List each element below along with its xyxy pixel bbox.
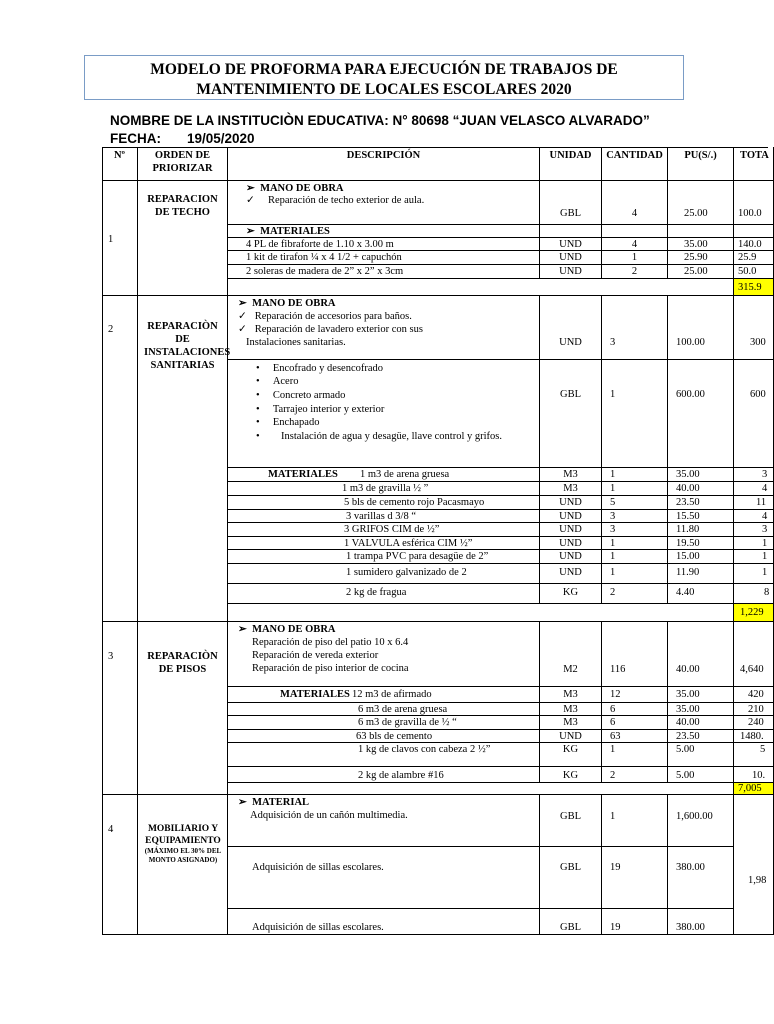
section-2-labor-unit: UND	[540, 296, 602, 360]
s2-row-desc: 1 trampa PVC para desagüe de 2”	[228, 550, 540, 564]
institution-label: NOMBRE DE LA INSTITUCIÒN EDUCATIVA: N° 80698 “JUAN VELASCO ALVARADO”	[110, 113, 650, 128]
section-3-name: REPARACIÒN DE PISOS	[138, 622, 228, 795]
s3-row-desc: 1 kg de clavos con cabeza 2 ½”	[228, 743, 540, 767]
s3-row-desc: 6 m3 de arena gruesa	[228, 703, 540, 716]
s1-row-unit: UND	[540, 265, 602, 279]
s1-row-desc: 2 soleras de madera de 2” x 2” x 3cm	[228, 265, 540, 279]
section-3-labor-item: Reparación de piso del patio 10 x 6.4	[252, 637, 409, 648]
section-1-subtotal-spacer	[228, 279, 734, 296]
s3-row-total: 210	[734, 703, 774, 716]
section-4-material-header: ➢ MATERIAL	[238, 797, 310, 808]
s4-row-qty: 1	[602, 795, 668, 847]
s1-row-unit: UND	[540, 251, 602, 265]
s3-row-qty: 6	[602, 703, 668, 716]
s1-row-total: 50.0	[734, 265, 774, 279]
s2-row-qty: 1	[602, 564, 668, 584]
s3-row-pu: 35.00	[668, 703, 734, 716]
s2-row-qty: 3	[602, 523, 668, 537]
s3-row-qty: 12	[602, 687, 668, 703]
s2-row-total: 1	[734, 537, 774, 550]
s2-row-qty: 2	[602, 584, 668, 604]
section-1-labor-item: ✓ Reparación de techo exterior de aula.	[246, 195, 425, 206]
s4-row-unit: GBL	[540, 909, 602, 935]
s2-row-pu: 11.80	[668, 523, 734, 537]
s2-row-total: 4	[734, 482, 774, 496]
bullet-item: • Concreto armado	[256, 390, 346, 401]
s4-row-pu: 380.00	[668, 909, 734, 935]
s2-row-desc: 3 GRIFOS CIM de ½”	[228, 523, 540, 537]
section-2-labor-total: 300	[734, 296, 774, 360]
s2-row-total: 3	[734, 523, 774, 537]
s2-row-unit: UND	[540, 510, 602, 523]
s3-row-desc-text: 12 m3 de afirmado	[352, 689, 432, 700]
s3-row-unit: UND	[540, 730, 602, 743]
s2-row-desc-text: 1 m3 de arena gruesa	[360, 469, 450, 480]
s2-row-pu: 23.50	[668, 496, 734, 510]
section-2-num-cell	[102, 296, 138, 622]
section-2-labor-qty: 3	[602, 296, 668, 360]
section-1-name: REPARACION DE TECHO	[138, 181, 228, 296]
s4-row-unit: GBL	[540, 795, 602, 847]
section-2-works-unit: GBL	[540, 360, 602, 468]
s3-row-qty: 6	[602, 716, 668, 730]
header-num: Nº	[102, 147, 138, 181]
s2-row-unit: UND	[540, 564, 602, 584]
header-total: TOTA	[734, 147, 774, 181]
s3-row-pu: 35.00	[668, 687, 734, 703]
s2-row-unit: UND	[540, 537, 602, 550]
s2-row-qty: 1	[602, 550, 668, 564]
header-unit-price: PU(S/.)	[668, 147, 734, 181]
s2-row-pu: 11.90	[668, 564, 734, 584]
section-1-num: 1	[108, 234, 114, 245]
empty-cell	[540, 225, 602, 238]
section-4-row-cell	[228, 795, 540, 847]
section-2-labor-pu: 100.00	[668, 296, 734, 360]
section-2-labor-item-1: ✓ Reparación de accesorios para baños.	[238, 311, 412, 322]
section-2-subtotal-spacer	[228, 604, 734, 622]
s2-row-total: 4	[734, 510, 774, 523]
s2-row-unit: UND	[540, 523, 602, 537]
s3-row-pu: 5.00	[668, 767, 734, 783]
s2-row-pu: 35.00	[668, 468, 734, 482]
s2-row-desc	[228, 468, 540, 482]
date-label: FECHA:	[110, 131, 161, 146]
s3-row-total: 5	[734, 743, 774, 767]
s2-row-desc: 5 bls de cemento rojo Pacasmayo	[228, 496, 540, 510]
section-4-note: (MÁXIMO EL 30% DEL MONTO ASIGNADO)	[144, 847, 222, 864]
s1-row-desc: 1 kit de tirafon ¼ x 4 1/2 + capuchón	[228, 251, 540, 265]
section-3-subtotal-spacer	[228, 783, 734, 795]
s3-row-desc: 2 kg de alambre #16	[228, 767, 540, 783]
bullet-item: • Acero	[256, 376, 299, 387]
section-2-name: REPARACIÒN DE INSTALACIONES SANITARIAS	[138, 296, 228, 622]
s3-row-unit: M3	[540, 716, 602, 730]
s2-row-pu: 4.40	[668, 584, 734, 604]
section-4-num-cell	[102, 795, 138, 935]
section-4-total: 1,98	[748, 875, 767, 886]
empty-cell	[734, 225, 774, 238]
section-3-subtotal: 7,005	[734, 783, 774, 795]
title-line-2: MANTENIMIENTO DE LOCALES ESCOLARES 2020	[196, 81, 572, 98]
s1-row-qty: 2	[602, 265, 668, 279]
section-3-num: 3	[108, 651, 114, 662]
s1-row-qty: 1	[602, 251, 668, 265]
section-1-labor-unit: GBL	[540, 181, 602, 225]
section-3-labor-item: Reparación de vereda exterior	[252, 650, 379, 661]
section-1-labor-qty: 4	[602, 181, 668, 225]
s4-row-desc: Adquisición de sillas escolares.	[228, 909, 540, 935]
s2-row-unit: M3	[540, 468, 602, 482]
section-3-labor-header: ➢ MANO DE OBRA	[238, 624, 336, 635]
s1-row-qty: 4	[602, 238, 668, 251]
s3-row-qty: 2	[602, 767, 668, 783]
s1-row-total: 140.0	[734, 238, 774, 251]
s2-row-qty: 1	[602, 482, 668, 496]
bullet-marker: •	[256, 431, 260, 442]
s4-row-unit: GBL	[540, 847, 602, 909]
section-2-works-qty: 1	[602, 360, 668, 468]
section-4-name: MOBILIARIO Y EQUIPAMIENTO	[145, 824, 221, 846]
empty-cell	[668, 225, 734, 238]
s3-row-unit: KG	[540, 743, 602, 767]
s2-row-total: 11	[734, 496, 774, 510]
s3-row-pu: 23.50	[668, 730, 734, 743]
s2-row-total: 1	[734, 550, 774, 564]
title-line-1: MODELO DE PROFORMA PARA EJECUCIÓN DE TRABAJOS DE	[150, 61, 618, 78]
s1-row-pu: 35.00	[668, 238, 734, 251]
s3-row-unit: KG	[540, 767, 602, 783]
header-description: DESCRIPCIÓN	[228, 147, 540, 181]
s4-row-qty: 19	[602, 847, 668, 909]
section-2-works-cell	[228, 360, 540, 468]
section-1-labor-total: 100.0	[734, 181, 774, 225]
s2-row-desc: 1 VALVULA esférica CIM ½”	[228, 537, 540, 550]
s2-row-desc: 2 kg de fragua	[228, 584, 540, 604]
section-3-labor-unit: M2	[540, 622, 602, 687]
section-4-total-cell	[734, 795, 774, 935]
section-3-labor-qty: 116	[602, 622, 668, 687]
bullet-item: Instalación de agua y desagüe, llave control y grifos.	[281, 431, 503, 442]
s2-row-desc: 3 varillas d 3/8 “	[228, 510, 540, 523]
section-2-works-total: 600	[734, 360, 774, 468]
section-3-materials-header: MATERIALES	[280, 689, 350, 700]
section-2-subtotal: 1,229	[734, 604, 774, 622]
section-2-labor-item-2b: Instalaciones sanitarias.	[246, 337, 346, 348]
s3-row-desc: 6 m3 de gravilla de ½ “	[228, 716, 540, 730]
bullet-item: • Tarrajeo interior y exterior	[256, 404, 385, 415]
s2-row-total: 1	[734, 564, 774, 584]
s3-row-desc	[228, 687, 540, 703]
section-3-labor-cell	[228, 622, 540, 687]
section-1-num-cell	[102, 181, 138, 296]
s2-row-total: 8	[734, 584, 774, 604]
section-4-name-cell	[138, 795, 228, 935]
section-3-labor-item: Reparación de piso interior de cocina	[252, 663, 409, 674]
s2-row-unit: M3	[540, 482, 602, 496]
s3-row-pu: 5.00	[668, 743, 734, 767]
section-3-labor-pu: 40.00	[668, 622, 734, 687]
s3-row-unit: M3	[540, 687, 602, 703]
s2-row-pu: 15.50	[668, 510, 734, 523]
s2-row-desc: 1 m3 de gravilla ½ ”	[228, 482, 540, 496]
empty-cell	[602, 225, 668, 238]
bullet-item: • Encofrado y desencofrado	[256, 363, 384, 374]
s1-row-pu: 25.90	[668, 251, 734, 265]
s3-row-qty: 1	[602, 743, 668, 767]
section-1-labor-pu: 25.00	[668, 181, 734, 225]
section-2-labor-item-2: ✓ Reparación de lavadero exterior con sus	[238, 324, 423, 335]
s3-row-total: 420	[734, 687, 774, 703]
date-value: 19/05/2020	[187, 131, 255, 146]
s2-row-unit: UND	[540, 496, 602, 510]
s4-row-qty: 19	[602, 909, 668, 935]
s2-row-pu: 40.00	[668, 482, 734, 496]
section-2-labor-header: ➢ MANO DE OBRA	[238, 298, 336, 309]
header-quantity: CANTIDAD	[602, 147, 668, 181]
s1-row-total: 25.9	[734, 251, 774, 265]
section-1-labor-header: ➢ MANO DE OBRA	[246, 183, 344, 194]
section-2-works-pu: 600.00	[668, 360, 734, 468]
header-order: ORDEN DE PRIORIZAR	[138, 147, 228, 181]
s2-row-qty: 3	[602, 510, 668, 523]
document-title	[84, 55, 684, 100]
s2-row-unit: UND	[540, 550, 602, 564]
s3-row-total: 1480.	[734, 730, 774, 743]
header-unit: UNIDAD	[540, 147, 602, 181]
s2-row-pu: 19.50	[668, 537, 734, 550]
s1-row-pu: 25.00	[668, 265, 734, 279]
section-1-materials-cell	[228, 225, 540, 238]
s4-row-pu: 380.00	[668, 847, 734, 909]
section-3-num-cell	[102, 622, 138, 795]
s3-row-unit: M3	[540, 703, 602, 716]
s3-row-total: 240	[734, 716, 774, 730]
s3-row-desc: 63 bls de cemento	[228, 730, 540, 743]
s3-row-qty: 63	[602, 730, 668, 743]
section-3-labor-total: 4,640	[734, 622, 774, 687]
s3-row-pu: 40.00	[668, 716, 734, 730]
s4-row-desc: Adquisición de un cañón multimedia.	[250, 810, 408, 821]
s3-row-total: 10.	[734, 767, 774, 783]
section-1-materials-header: ➢ MATERIALES	[246, 226, 330, 237]
section-2-labor-cell	[228, 296, 540, 360]
s4-row-desc: Adquisición de sillas escolares.	[228, 847, 540, 909]
bullet-item: • Enchapado	[256, 417, 320, 428]
s1-row-desc: 4 PL de fibraforte de 1.10 x 3.00 m	[228, 238, 540, 251]
s2-row-pu: 15.00	[668, 550, 734, 564]
section-1-labor-cell	[228, 181, 540, 225]
s2-row-qty: 1	[602, 468, 668, 482]
s2-row-desc: 1 sumidero galvanizado de 2	[228, 564, 540, 584]
s2-row-unit: KG	[540, 584, 602, 604]
section-2-num: 2	[108, 324, 114, 335]
s2-row-qty: 1	[602, 537, 668, 550]
s1-row-unit: UND	[540, 238, 602, 251]
s2-row-total: 3	[734, 468, 774, 482]
s4-row-pu: 1,600.00	[668, 795, 734, 847]
section-1-subtotal: 315.9	[734, 279, 774, 296]
s2-row-qty: 5	[602, 496, 668, 510]
section-2-materials-header: MATERIALES	[268, 469, 338, 480]
section-4-num: 4	[108, 824, 114, 835]
